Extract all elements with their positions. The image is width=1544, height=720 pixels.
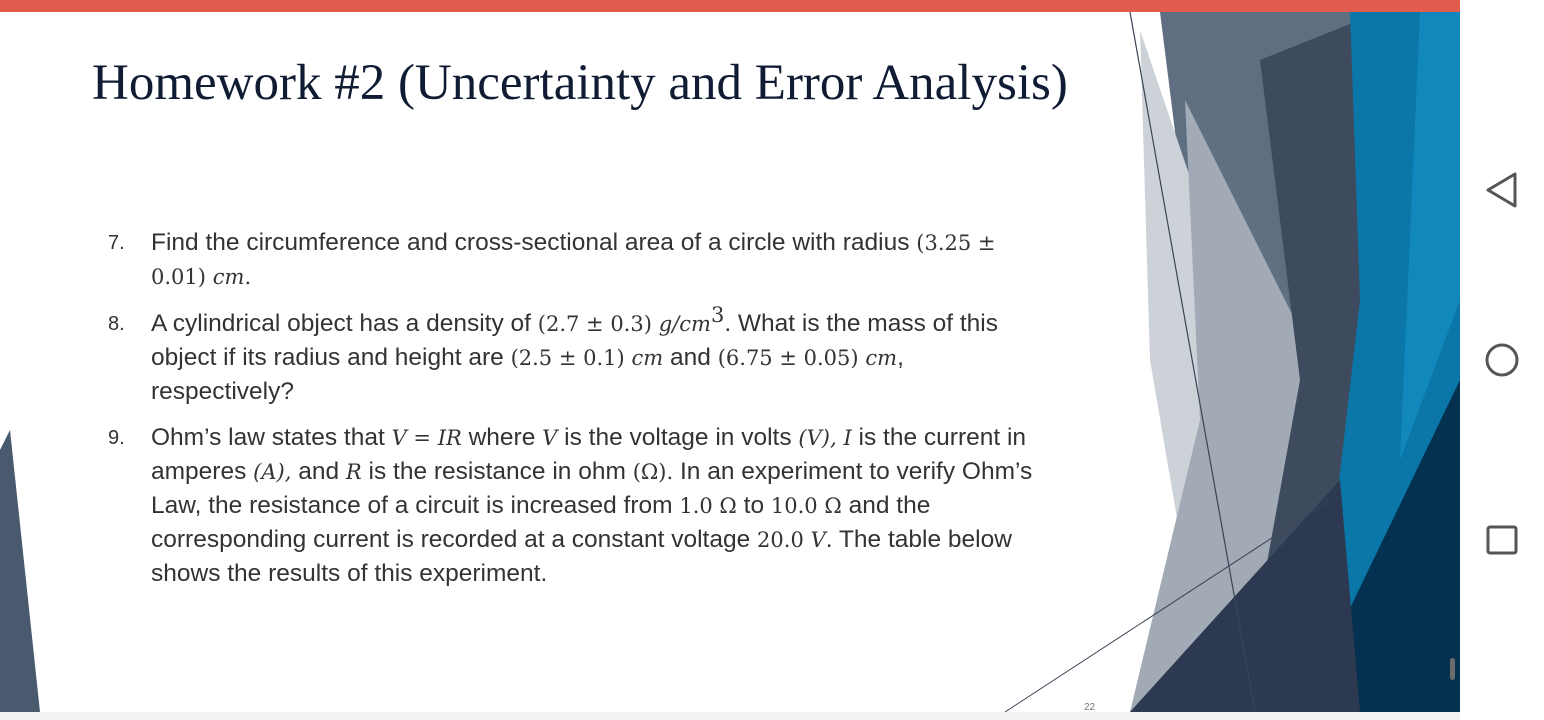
slide-title: Homework #2 (Uncertainty and Error Analysis) xyxy=(92,55,1068,111)
recents-button[interactable] xyxy=(1480,518,1524,562)
question-number: 9. xyxy=(108,427,125,449)
home-button[interactable] xyxy=(1480,338,1524,382)
question-text: Ohm’s law states that xyxy=(151,424,385,451)
math-expression: (6.75 ± 0.05) xyxy=(717,346,859,370)
slide-number: 22 xyxy=(1084,702,1096,712)
question-text: . What is the mass of this object if its radius and height are xyxy=(151,310,998,371)
math-symbol: I xyxy=(843,426,852,450)
question-text: is the current in amperes xyxy=(151,424,1027,485)
math-value: 10.0 Ω xyxy=(770,494,842,518)
question-text: and xyxy=(298,458,340,485)
bottom-strip xyxy=(0,712,1544,720)
math-unit: cm xyxy=(212,265,245,289)
question-text: In an experiment to verify Ohm’s Law, the resistance of a circuit is increased from xyxy=(151,458,1033,519)
circle-home-icon xyxy=(1482,340,1522,380)
question-text-end: . The table below shows the results of this experiment. xyxy=(151,526,1012,587)
question-text: and the corresponding current is recorded at a constant voltage xyxy=(151,492,931,553)
question-item-8 xyxy=(108,302,1038,408)
math-unit: g/cm xyxy=(658,312,711,336)
triangle-back-icon xyxy=(1484,170,1520,210)
math-expression: V = IR xyxy=(391,426,462,450)
math-exponent: 3 xyxy=(710,302,725,327)
question-text: to xyxy=(743,492,765,519)
math-symbol: (V), xyxy=(798,426,837,450)
question-text: is the voltage in volts xyxy=(564,424,792,451)
math-expression: (3.25 ± 0.01) xyxy=(151,231,996,289)
math-symbol: R xyxy=(345,460,362,484)
question-text: is the resistance in ohm xyxy=(368,458,626,485)
math-unit: cm xyxy=(865,346,898,370)
square-recents-icon xyxy=(1482,520,1522,560)
question-item-7 xyxy=(108,226,1038,294)
math-value: 1.0 Ω xyxy=(679,494,737,518)
math-symbol: (Ω). xyxy=(632,460,674,484)
scroll-indicator[interactable] xyxy=(1450,658,1455,680)
back-button[interactable] xyxy=(1480,168,1524,212)
question-text: Find the circumference and cross-sectional area of a circle with radius xyxy=(151,229,910,256)
question-text-end: . xyxy=(244,265,252,289)
math-symbol: V xyxy=(542,426,558,450)
math-symbol: (A), xyxy=(253,460,292,484)
decor-left-slate-shape xyxy=(0,430,40,712)
math-expression: (2.7 ± 0.3) xyxy=(537,312,652,336)
question-text: where xyxy=(468,424,536,451)
math-value: 20.0 xyxy=(757,528,804,552)
question-list xyxy=(108,226,1038,603)
question-number: 7. xyxy=(108,232,125,254)
navigation-bar xyxy=(1460,0,1544,720)
question-text-end: , respectively? xyxy=(151,344,904,405)
question-number: 8. xyxy=(108,313,125,335)
question-item-9 xyxy=(108,421,1038,590)
question-text: and xyxy=(670,344,711,371)
math-expression: (2.5 ± 0.1) xyxy=(510,346,625,370)
question-text: A cylindrical object has a density of xyxy=(151,310,531,337)
math-unit: V xyxy=(810,528,826,552)
math-unit: cm xyxy=(631,346,664,370)
